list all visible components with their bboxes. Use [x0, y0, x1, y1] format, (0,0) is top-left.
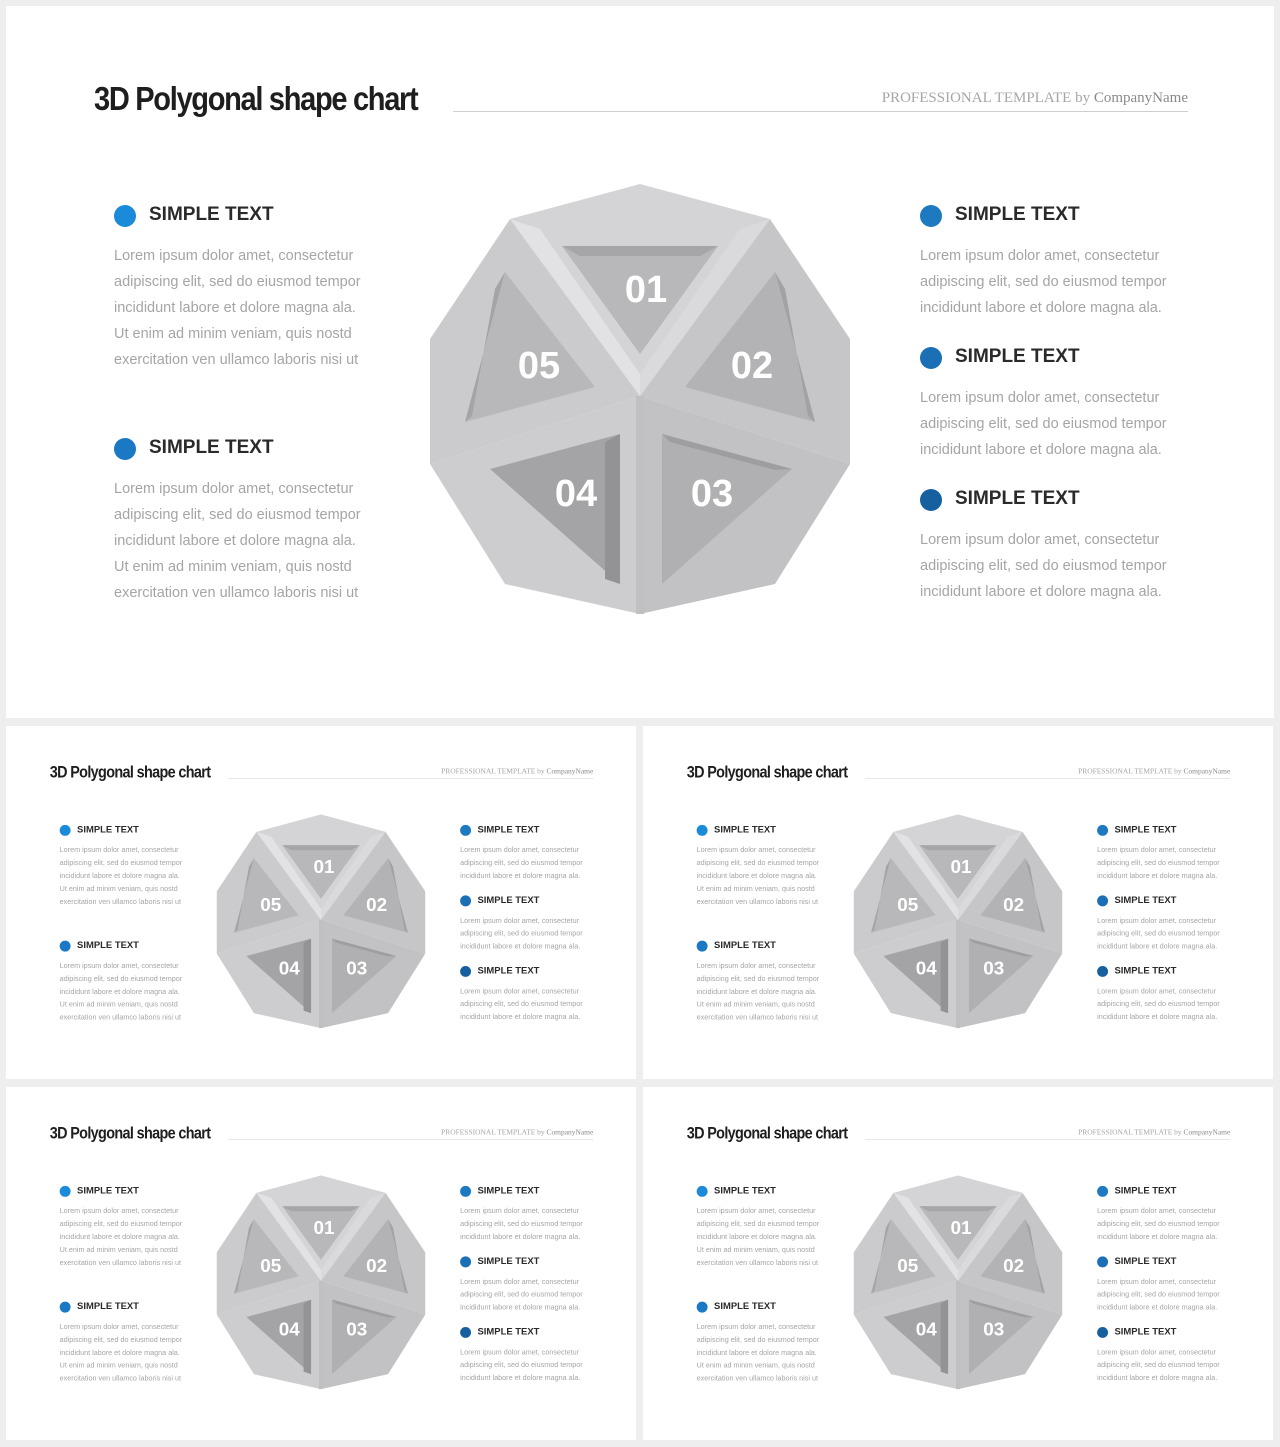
- text-line: incididunt labore et dolore magna ala.: [460, 1303, 581, 1312]
- text-block-right-1: [460, 1185, 589, 1244]
- slide-subtitle: [1078, 1129, 1230, 1137]
- text-block-right-2: [1097, 894, 1226, 953]
- text-line: incididunt labore et dolore magna ala.: [59, 987, 180, 996]
- text-line: adipiscing elit, sed do eiusmod tempor: [1097, 929, 1220, 938]
- text-block-header: [460, 965, 589, 980]
- text-line: adipiscing elit, sed do eiusmod tempor: [696, 1335, 820, 1344]
- text-block-body: [60, 844, 189, 909]
- text-block-header: [114, 203, 374, 233]
- text-line: exercitation ven ullamco laboris nisi ut: [696, 1258, 818, 1267]
- text-line: adipiscing elit, sed do eiusmod tempor: [1097, 1361, 1220, 1370]
- text-block-title: SIMPLE TEXT: [149, 437, 274, 458]
- text-line: Ut enim ad minim veniam, quis nostd: [59, 884, 178, 893]
- text-block-body: [920, 243, 1180, 321]
- slide-title: 3D Polygonal shape chart: [686, 1123, 848, 1143]
- text-block-title: SIMPLE TEXT: [77, 824, 139, 835]
- text-block-body: [114, 476, 374, 606]
- text-block-header: [460, 1255, 589, 1270]
- text-block-left-2: [114, 436, 374, 606]
- text-line: Lorem ipsum dolor amet, consectetur: [1097, 1348, 1217, 1357]
- text-block-title: SIMPLE TEXT: [955, 346, 1080, 367]
- segment-label-02: 02: [730, 345, 774, 387]
- segment-label-04: 04: [915, 1319, 937, 1341]
- center-spine: [319, 920, 323, 1028]
- text-block-body: [60, 960, 189, 1025]
- text-block-title: SIMPLE TEXT: [1114, 894, 1177, 906]
- bullet-dot-icon: [460, 825, 471, 836]
- text-line: Ut enim ad minim veniam, quis nostd: [59, 1000, 178, 1009]
- text-block-title: SIMPLE TEXT: [1114, 1185, 1177, 1196]
- text-line: incididunt labore et dolore magna ala.: [696, 1233, 817, 1242]
- text-line: Lorem ipsum dolor amet, consectetur: [696, 962, 816, 970]
- segment-label-03: 03: [983, 1319, 1005, 1341]
- text-line: Lorem ipsum dolor amet, consectetur: [460, 846, 580, 855]
- text-line: incididunt labore et dolore magna ala.: [920, 442, 1162, 458]
- text-block-body: [1097, 914, 1226, 953]
- text-block-header: [60, 1185, 189, 1200]
- text-line: incididunt labore et dolore magna ala.: [1097, 872, 1218, 881]
- text-block-right-3: [1097, 965, 1226, 1024]
- text-line: incididunt labore et dolore magna ala.: [59, 1348, 180, 1357]
- text-block-title: SIMPLE TEXT: [477, 1185, 540, 1196]
- slide-content: [643, 1087, 1273, 1440]
- text-line: Lorem ipsum dolor amet, consectetur: [920, 532, 1160, 548]
- text-block-title: SIMPLE TEXT: [955, 488, 1080, 509]
- slide-main: [6, 6, 1274, 718]
- text-line: adipiscing elit, sed do eiusmod tempor: [114, 274, 361, 290]
- slide-subtitle: [1078, 768, 1230, 776]
- segment-label-03: 03: [983, 958, 1005, 980]
- segment-label-05: 05: [260, 894, 282, 916]
- text-block-header: [460, 824, 589, 839]
- text-line: incididunt labore et dolore magna ala.: [460, 872, 581, 881]
- text-line: incididunt labore et dolore magna ala.: [460, 942, 581, 951]
- bullet-dot-icon: [1097, 1256, 1108, 1267]
- text-block-header: [920, 345, 1180, 375]
- bullet-dot-icon: [1097, 895, 1108, 906]
- text-block-title: SIMPLE TEXT: [477, 1326, 540, 1337]
- segment-04-shadow: [605, 434, 620, 584]
- text-block-header: [1097, 1326, 1226, 1341]
- text-block-header: [1097, 1255, 1226, 1270]
- segment-label-01: 01: [950, 1218, 972, 1240]
- bullet-dot-icon: [1097, 825, 1108, 836]
- text-block-header: [1097, 965, 1226, 980]
- segment-label-03: 03: [346, 958, 368, 980]
- text-block-title: SIMPLE TEXT: [714, 824, 776, 835]
- slide-thumb-2[interactable]: [643, 726, 1273, 1079]
- subtitle-company: CompanyName: [1183, 1128, 1231, 1137]
- text-block-header: [697, 1185, 826, 1200]
- text-block-body: [1097, 844, 1226, 883]
- subtitle-company: CompanyName: [1183, 767, 1231, 776]
- text-line: adipiscing elit, sed do eiusmod tempor: [696, 974, 820, 983]
- text-block-left-1: [60, 1185, 189, 1269]
- subtitle-prefix: PROFESSIONAL TEMPLATE by: [441, 767, 547, 776]
- text-block-body: [1097, 1346, 1226, 1385]
- slide-title: 3D Polygonal shape chart: [49, 762, 211, 782]
- bullet-dot-icon: [460, 1256, 471, 1267]
- text-block-title: SIMPLE TEXT: [77, 1301, 139, 1312]
- bullet-dot-icon: [460, 1327, 471, 1338]
- text-block-body: [60, 1205, 189, 1270]
- subtitle-prefix: PROFESSIONAL TEMPLATE by: [1078, 1128, 1184, 1137]
- text-line: adipiscing elit, sed do eiusmod tempor: [696, 1220, 820, 1229]
- text-line: Lorem ipsum dolor amet, consectetur: [460, 1277, 580, 1286]
- text-line: adipiscing elit, sed do eiusmod tempor: [1097, 1290, 1220, 1299]
- segment-label-01: 01: [950, 857, 972, 879]
- text-block-left-1: [697, 824, 826, 908]
- text-line: adipiscing elit, sed do eiusmod tempor: [59, 1335, 183, 1344]
- bullet-dot-icon: [697, 941, 708, 952]
- segment-label-02: 02: [366, 894, 388, 916]
- text-block-body: [460, 914, 589, 953]
- text-line: Ut enim ad minim veniam, quis nostd: [696, 884, 815, 893]
- bullet-dot-icon: [60, 1302, 71, 1313]
- subtitle-prefix: PROFESSIONAL TEMPLATE by: [1078, 767, 1184, 776]
- text-line: Lorem ipsum dolor amet, consectetur: [59, 962, 179, 970]
- text-block-title: SIMPLE TEXT: [1114, 965, 1177, 976]
- text-line: Lorem ipsum dolor amet, consectetur: [920, 248, 1160, 264]
- text-block-right-2: [460, 894, 589, 953]
- text-line: adipiscing elit, sed do eiusmod tempor: [59, 1220, 183, 1229]
- text-block-right-1: [1097, 824, 1226, 883]
- text-line: incididunt labore et dolore magna ala.: [920, 584, 1162, 600]
- text-line: Ut enim ad minim veniam, quis nostd: [59, 1361, 178, 1370]
- text-block-header: [60, 824, 189, 839]
- text-line: adipiscing elit, sed do eiusmod tempor: [114, 507, 361, 523]
- text-line: incididunt labore et dolore magna ala.: [59, 872, 180, 881]
- segment-04-shadow: [941, 939, 948, 1014]
- text-line: incididunt labore et dolore magna ala.: [59, 1233, 180, 1242]
- text-block-left-2: [697, 1301, 826, 1385]
- text-line: Lorem ipsum dolor amet, consectetur: [696, 846, 816, 855]
- text-line: Lorem ipsum dolor amet, consectetur: [59, 1207, 179, 1216]
- text-line: Lorem ipsum dolor amet, consectetur: [1097, 1207, 1217, 1216]
- text-line: exercitation ven ullamco laboris nisi ut: [696, 897, 818, 906]
- segment-04-shadow: [941, 1300, 948, 1375]
- text-block-left-1: [60, 824, 189, 908]
- text-block-header: [460, 1185, 589, 1200]
- text-block-title: SIMPLE TEXT: [149, 204, 274, 225]
- text-block-body: [114, 243, 374, 373]
- text-line: Ut enim ad minim veniam, quis nostd: [114, 326, 352, 342]
- text-line: Ut enim ad minim veniam, quis nostd: [114, 559, 352, 575]
- bullet-dot-icon: [920, 205, 942, 227]
- text-line: Lorem ipsum dolor amet, consectetur: [696, 1323, 816, 1331]
- text-block-body: [60, 1321, 189, 1386]
- text-line: exercitation ven ullamco laboris nisi ut: [114, 585, 359, 601]
- bullet-dot-icon: [60, 1186, 71, 1197]
- text-line: incididunt labore et dolore magna ala.: [920, 300, 1162, 316]
- segment-label-05: 05: [517, 345, 561, 387]
- text-block-left-1: [697, 1185, 826, 1269]
- polyhedron-diagram: [430, 184, 850, 624]
- segment-04-shadow: [304, 939, 311, 1014]
- text-block-body: [697, 1205, 826, 1270]
- text-block-left-2: [60, 940, 189, 1024]
- slide-title: 3D Polygonal shape chart: [686, 762, 848, 782]
- text-line: Lorem ipsum dolor amet, consectetur: [59, 846, 179, 855]
- text-block-body: [1097, 1275, 1226, 1314]
- text-block-body: [460, 1346, 589, 1385]
- text-block-right-3: [460, 965, 589, 1024]
- bullet-dot-icon: [1097, 966, 1108, 977]
- segment-01-shadow: [919, 1206, 997, 1211]
- text-block-body: [460, 1275, 589, 1314]
- text-block-header: [1097, 824, 1226, 839]
- segment-label-03: 03: [346, 1319, 368, 1341]
- bullet-dot-icon: [1097, 1186, 1108, 1197]
- title-divider: [453, 111, 1188, 112]
- text-block-body: [697, 844, 826, 909]
- text-block-right-3: [1097, 1326, 1226, 1385]
- text-line: adipiscing elit, sed do eiusmod tempor: [460, 929, 583, 938]
- slide-subtitle: [441, 1129, 593, 1137]
- segment-01-shadow: [282, 845, 360, 850]
- text-block-right-2: [920, 345, 1180, 463]
- slide-content: [6, 1087, 636, 1440]
- text-line: exercitation ven ullamco laboris nisi ut: [59, 897, 181, 906]
- text-block-header: [1097, 894, 1226, 909]
- text-block-header: [1097, 1185, 1226, 1200]
- text-block-header: [920, 203, 1180, 233]
- text-block-title: SIMPLE TEXT: [477, 1255, 540, 1267]
- text-line: incididunt labore et dolore magna ala.: [460, 1233, 581, 1242]
- text-line: incididunt labore et dolore magna ala.: [114, 300, 356, 316]
- segment-label-02: 02: [1003, 1255, 1025, 1277]
- text-block-header: [460, 894, 589, 909]
- text-line: Ut enim ad minim veniam, quis nostd: [59, 1245, 178, 1254]
- slide-thumb-1[interactable]: [6, 726, 636, 1079]
- polyhedron-diagram: [217, 1175, 426, 1394]
- segment-label-02: 02: [366, 1255, 388, 1277]
- segment-label-05: 05: [260, 1255, 282, 1277]
- text-line: incididunt labore et dolore magna ala.: [1097, 1374, 1218, 1383]
- text-block-header: [60, 1301, 189, 1316]
- text-block-title: SIMPLE TEXT: [1114, 1326, 1177, 1337]
- text-block-body: [697, 960, 826, 1025]
- text-block-header: [697, 1301, 826, 1316]
- text-line: incididunt labore et dolore magna ala.: [114, 533, 356, 549]
- text-block-title: SIMPLE TEXT: [714, 940, 776, 951]
- segment-label-03: 03: [690, 473, 734, 515]
- text-line: incididunt labore et dolore magna ala.: [1097, 1013, 1218, 1022]
- text-line: Lorem ipsum dolor amet, consectetur: [114, 481, 354, 497]
- subtitle-company: CompanyName: [1093, 90, 1188, 106]
- center-spine: [956, 1281, 960, 1389]
- text-block-body: [697, 1321, 826, 1386]
- text-block-right-1: [1097, 1185, 1226, 1244]
- bullet-dot-icon: [114, 438, 136, 460]
- text-line: exercitation ven ullamco laboris nisi ut: [696, 1013, 818, 1022]
- text-line: Lorem ipsum dolor amet, consectetur: [460, 916, 580, 925]
- text-line: Lorem ipsum dolor amet, consectetur: [460, 1207, 580, 1216]
- text-line: adipiscing elit, sed do eiusmod tempor: [920, 274, 1167, 290]
- slide-content: [6, 726, 636, 1079]
- text-line: adipiscing elit, sed do eiusmod tempor: [460, 1361, 583, 1370]
- text-line: adipiscing elit, sed do eiusmod tempor: [59, 859, 183, 868]
- text-block-header: [60, 940, 189, 955]
- bullet-dot-icon: [920, 347, 942, 369]
- text-block-header: [114, 436, 374, 466]
- segment-label-01: 01: [313, 1218, 335, 1240]
- text-line: Lorem ipsum dolor amet, consectetur: [1097, 1277, 1217, 1286]
- subtitle-prefix: PROFESSIONAL TEMPLATE by: [881, 90, 1094, 106]
- polyhedron-diagram: [854, 1175, 1063, 1394]
- segment-01-shadow: [282, 1206, 360, 1211]
- text-line: incididunt labore et dolore magna ala.: [1097, 942, 1218, 951]
- text-block-header: [697, 824, 826, 839]
- text-block-title: SIMPLE TEXT: [477, 965, 540, 976]
- text-block-right-2: [1097, 1255, 1226, 1314]
- text-line: adipiscing elit, sed do eiusmod tempor: [920, 416, 1167, 432]
- text-line: incididunt labore et dolore magna ala.: [1097, 1233, 1218, 1242]
- segment-label-05: 05: [897, 894, 919, 916]
- slide-content: [6, 6, 1274, 718]
- polyhedron-diagram: [217, 814, 426, 1033]
- subtitle-company: CompanyName: [546, 767, 594, 776]
- text-line: Lorem ipsum dolor amet, consectetur: [920, 390, 1160, 406]
- center-spine: [319, 1281, 323, 1389]
- bullet-dot-icon: [460, 1186, 471, 1197]
- slide-subtitle: [882, 90, 1188, 107]
- text-line: adipiscing elit, sed do eiusmod tempor: [1097, 859, 1220, 868]
- text-block-right-1: [920, 203, 1180, 321]
- text-line: adipiscing elit, sed do eiusmod tempor: [460, 859, 583, 868]
- slide-content: [643, 726, 1273, 1079]
- text-line: exercitation ven ullamco laboris nisi ut: [114, 352, 359, 368]
- segment-04-shadow: [304, 1300, 311, 1375]
- text-line: Ut enim ad minim veniam, quis nostd: [696, 1000, 815, 1009]
- text-line: adipiscing elit, sed do eiusmod tempor: [920, 558, 1167, 574]
- text-block-header: [920, 487, 1180, 517]
- bullet-dot-icon: [920, 489, 942, 511]
- text-line: exercitation ven ullamco laboris nisi ut: [59, 1013, 181, 1022]
- text-block-left-1: [114, 203, 374, 373]
- slide-subtitle: [441, 768, 593, 776]
- text-block-right-3: [460, 1326, 589, 1385]
- text-block-right-2: [460, 1255, 589, 1314]
- text-block-right-1: [460, 824, 589, 883]
- text-line: incididunt labore et dolore magna ala.: [696, 1348, 817, 1357]
- text-block-left-2: [60, 1301, 189, 1385]
- text-block-title: SIMPLE TEXT: [477, 824, 540, 835]
- segment-label-04: 04: [278, 1319, 300, 1341]
- text-line: Ut enim ad minim veniam, quis nostd: [696, 1361, 815, 1370]
- text-block-title: SIMPLE TEXT: [1114, 824, 1177, 835]
- text-line: adipiscing elit, sed do eiusmod tempor: [460, 1000, 583, 1009]
- text-line: Lorem ipsum dolor amet, consectetur: [1097, 846, 1217, 855]
- text-block-left-2: [697, 940, 826, 1024]
- text-line: incididunt labore et dolore magna ala.: [1097, 1303, 1218, 1312]
- bullet-dot-icon: [460, 966, 471, 977]
- text-block-header: [460, 1326, 589, 1341]
- text-line: adipiscing elit, sed do eiusmod tempor: [460, 1290, 583, 1299]
- center-spine: [956, 920, 960, 1028]
- text-line: adipiscing elit, sed do eiusmod tempor: [460, 1220, 583, 1229]
- text-block-title: SIMPLE TEXT: [714, 1301, 776, 1312]
- slide-title: 3D Polygonal shape chart: [49, 1123, 211, 1143]
- slide-thumb-3[interactable]: [6, 1087, 636, 1440]
- text-line: incididunt labore et dolore magna ala.: [460, 1374, 581, 1383]
- bullet-dot-icon: [60, 825, 71, 836]
- text-line: exercitation ven ullamco laboris nisi ut: [59, 1374, 181, 1383]
- text-line: Ut enim ad minim veniam, quis nostd: [696, 1245, 815, 1254]
- text-line: incididunt labore et dolore magna ala.: [460, 1013, 581, 1022]
- text-line: adipiscing elit, sed do eiusmod tempor: [696, 859, 820, 868]
- text-line: Lorem ipsum dolor amet, consectetur: [1097, 916, 1217, 925]
- center-spine: [636, 396, 644, 614]
- text-line: exercitation ven ullamco laboris nisi ut: [696, 1374, 818, 1383]
- slide-thumb-4[interactable]: [643, 1087, 1273, 1440]
- bullet-dot-icon: [1097, 1327, 1108, 1338]
- text-block-right-3: [920, 487, 1180, 605]
- text-block-body: [1097, 1205, 1226, 1244]
- bullet-dot-icon: [460, 895, 471, 906]
- segment-label-04: 04: [915, 958, 937, 980]
- segment-01-shadow: [562, 246, 718, 256]
- text-block-title: SIMPLE TEXT: [77, 940, 139, 951]
- polyhedron-diagram: [854, 814, 1063, 1033]
- segment-label-01: 01: [313, 857, 335, 879]
- bullet-dot-icon: [697, 1186, 708, 1197]
- text-line: Lorem ipsum dolor amet, consectetur: [59, 1323, 179, 1331]
- text-block-header: [697, 940, 826, 955]
- bullet-dot-icon: [114, 205, 136, 227]
- text-block-body: [1097, 985, 1226, 1024]
- text-line: adipiscing elit, sed do eiusmod tempor: [1097, 1220, 1220, 1229]
- segment-label-04: 04: [554, 473, 598, 515]
- text-block-body: [920, 385, 1180, 463]
- text-block-body: [460, 1205, 589, 1244]
- subtitle-prefix: PROFESSIONAL TEMPLATE by: [441, 1128, 547, 1137]
- segment-label-04: 04: [278, 958, 300, 980]
- text-block-body: [460, 844, 589, 883]
- bullet-dot-icon: [697, 825, 708, 836]
- segment-01-shadow: [919, 845, 997, 850]
- text-block-title: SIMPLE TEXT: [1114, 1255, 1177, 1267]
- text-line: Lorem ipsum dolor amet, consectetur: [696, 1207, 816, 1216]
- segment-label-01: 01: [624, 269, 668, 311]
- segment-label-05: 05: [897, 1255, 919, 1277]
- slide-title: 3D Polygonal shape chart: [94, 80, 418, 117]
- text-line: incididunt labore et dolore magna ala.: [696, 987, 817, 996]
- bullet-dot-icon: [60, 941, 71, 952]
- subtitle-company: CompanyName: [546, 1128, 594, 1137]
- bullet-dot-icon: [697, 1302, 708, 1313]
- text-line: exercitation ven ullamco laboris nisi ut: [59, 1258, 181, 1267]
- text-line: adipiscing elit, sed do eiusmod tempor: [59, 974, 183, 983]
- segment-label-02: 02: [1003, 894, 1025, 916]
- text-block-title: SIMPLE TEXT: [477, 894, 540, 906]
- text-line: adipiscing elit, sed do eiusmod tempor: [1097, 1000, 1220, 1009]
- text-block-title: SIMPLE TEXT: [955, 204, 1080, 225]
- text-line: Lorem ipsum dolor amet, consectetur: [460, 987, 580, 996]
- text-block-title: SIMPLE TEXT: [714, 1185, 776, 1196]
- text-block-body: [920, 527, 1180, 605]
- text-line: Lorem ipsum dolor amet, consectetur: [114, 248, 354, 264]
- text-line: incididunt labore et dolore magna ala.: [696, 872, 817, 881]
- text-block-body: [460, 985, 589, 1024]
- text-block-title: SIMPLE TEXT: [77, 1185, 139, 1196]
- text-line: Lorem ipsum dolor amet, consectetur: [460, 1348, 580, 1357]
- text-line: Lorem ipsum dolor amet, consectetur: [1097, 987, 1217, 996]
